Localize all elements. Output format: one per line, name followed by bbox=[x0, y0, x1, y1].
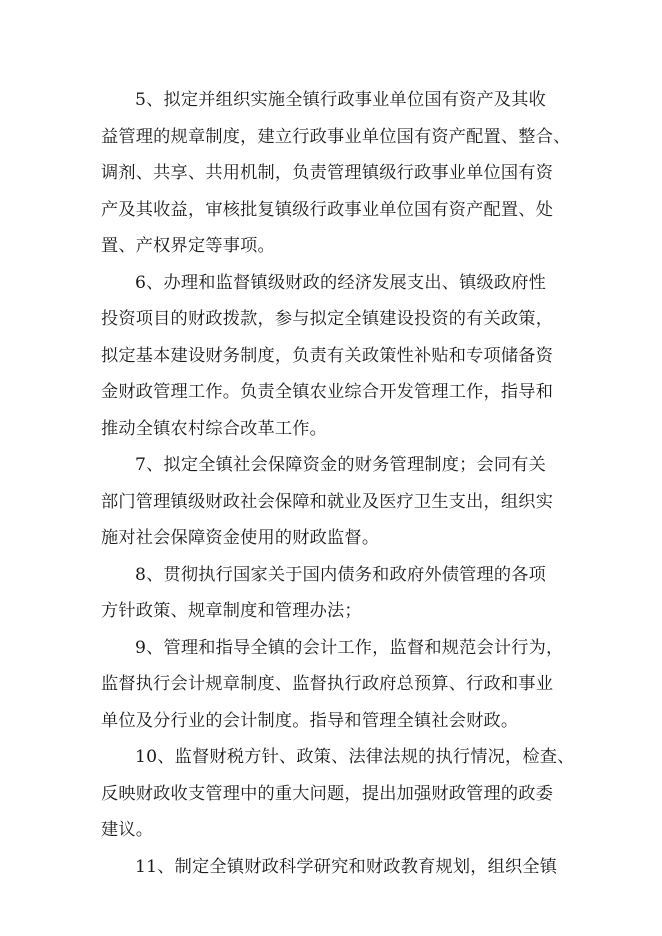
paragraph-6 bbox=[101, 265, 565, 448]
paragraph-line: 调剂、共享、共用机制，负责管理镇级行政事业单位国有资 bbox=[101, 163, 554, 183]
paragraph-line: 6、办理和监督镇级财政的经济发展支出、镇级政府性 bbox=[135, 272, 547, 293]
paragraph-line: 金财政管理工作。负责全镇农业综合开发管理工作，指导和 bbox=[101, 382, 554, 402]
paragraph-line: 10、监督财税方针、政策、法律法规的执行情况，检查、 bbox=[135, 747, 575, 767]
paragraph-line: 11、制定全镇财政科学研究和财政教育规划，组织全镇 bbox=[135, 856, 558, 877]
paragraph-10 bbox=[101, 739, 575, 849]
paragraph-line: 5、拟定并组织实施全镇行政事业单位国有资产及其收 bbox=[135, 90, 547, 110]
paragraph-line: 反映财政收支管理中的重大问题，提出加强财政管理的政委 bbox=[101, 783, 554, 804]
paragraph-line: 7、拟定全镇社会保障资金的财务管理制度；会同有关 bbox=[135, 455, 547, 475]
paragraph-line: 9、管理和指导全镇的会计工作，监督和规范会计行为， bbox=[135, 637, 564, 658]
paragraph-11 bbox=[101, 849, 565, 886]
paragraph-5 bbox=[101, 82, 571, 265]
paragraph-7 bbox=[101, 447, 565, 557]
paragraph-line: 建议。 bbox=[101, 820, 154, 840]
paragraph-8 bbox=[101, 557, 565, 630]
paragraph-line: 拟定基本建设财务制度，负责有关政策性补贴和专项储备资 bbox=[101, 345, 554, 366]
paragraph-line: 单位及分行业的会计制度。指导和管理全镇社会财政。 bbox=[101, 710, 519, 731]
paragraph-line: 施对社会保障资金使用的财政监督。 bbox=[101, 528, 380, 548]
paragraph-line: 8、贯彻执行国家关于国内债务和政府外债管理的各项 bbox=[135, 564, 547, 585]
paragraph-line: 投资项目的财政拨款，参与拟定全镇建设投资的有关政策， bbox=[101, 309, 554, 329]
paragraph-line: 部门管理镇级财政社会保障和就业及医疗卫生支出，组织实 bbox=[101, 491, 554, 512]
paragraph-line: 监督执行会计规章制度、监督执行政府总预算、行政和事业 bbox=[101, 674, 554, 694]
paragraph-line: 益管理的规章制度，建立行政事业单位国有资产配置、整合、 bbox=[101, 126, 571, 147]
paragraph-line: 方针政策、规章制度和管理办法； bbox=[101, 601, 362, 621]
paragraph-9 bbox=[101, 630, 565, 740]
document-body bbox=[101, 82, 575, 885]
paragraph-line: 置、产权界定等事项。 bbox=[101, 236, 275, 256]
paragraph-line: 推动全镇农村综合改革工作。 bbox=[101, 418, 328, 439]
paragraph-line: 产及其收益，审核批复镇级行政事业单位国有资产配置、处 bbox=[101, 199, 554, 220]
